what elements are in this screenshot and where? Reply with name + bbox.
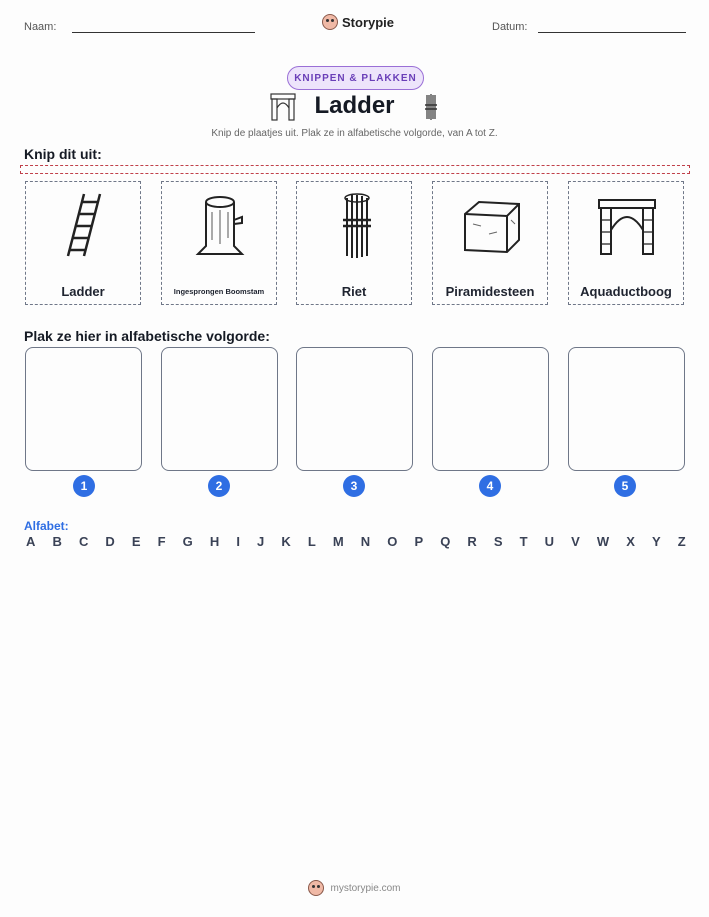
alphabet-letter: R — [467, 534, 477, 549]
alphabet-letter: X — [626, 534, 635, 549]
brand-name: Storypie — [342, 14, 395, 30]
footer — [0, 880, 709, 896]
paste-slot-1[interactable] — [25, 347, 142, 471]
alphabet-letter: V — [571, 534, 580, 549]
card-label: Ingesprongen Boomstam — [173, 287, 265, 296]
cut-card-stump[interactable] — [161, 181, 277, 305]
alphabet-letter: U — [544, 534, 555, 549]
paste-slot-5[interactable] — [568, 347, 685, 471]
name-label: Naam: — [24, 21, 57, 33]
paste-slot-3[interactable] — [296, 347, 413, 471]
alphabet-letter: A — [26, 534, 36, 549]
name-line[interactable] — [72, 32, 255, 33]
paste-slot-2[interactable] — [161, 347, 278, 471]
brand-logo — [322, 14, 394, 30]
alphabet-letter: T — [519, 534, 528, 549]
alphabet-letter: F — [157, 534, 166, 549]
alphabet-letter: N — [360, 534, 371, 549]
alphabet-letter: D — [105, 534, 115, 549]
slot-number: 2 — [208, 475, 230, 497]
activity-badge: KNIPPEN & PLAKKEN — [287, 66, 424, 90]
reed-bundle-icon — [418, 92, 444, 122]
alphabet-letter: M — [332, 534, 344, 549]
aqueduct-arch-icon — [597, 190, 657, 262]
card-label: Piramidesteen — [445, 284, 535, 299]
cut-card-ladder[interactable] — [25, 181, 141, 305]
alphabet-row — [26, 534, 686, 549]
ladder-icon — [54, 190, 114, 262]
alphabet-letter: C — [78, 534, 89, 549]
alphabet-letter: H — [209, 534, 220, 549]
stone-block-icon — [461, 190, 521, 262]
alphabet-letter: I — [236, 534, 240, 549]
mascot-icon — [308, 880, 324, 896]
date-label: Datum: — [492, 21, 528, 33]
instructions: Knip de plaatjes uit. Plak ze in alfabetische volgorde, van A tot Z. — [211, 128, 498, 139]
footer-url[interactable]: mystorypie.com — [330, 882, 401, 894]
alphabet-letter: K — [281, 534, 291, 549]
mascot-icon — [322, 14, 338, 30]
alphabet-letter: Z — [677, 534, 686, 549]
cut-heading: Knip dit uit: — [24, 146, 102, 162]
card-label: Aquaductboog — [580, 284, 672, 299]
alphabet-letter: O — [387, 534, 398, 549]
cut-line — [20, 165, 690, 174]
card-label: Riet — [341, 284, 367, 299]
reed-bundle-icon — [325, 190, 385, 262]
card-label: Ladder — [61, 284, 105, 299]
alphabet-letter: Y — [651, 534, 661, 549]
alphabet-letter: L — [307, 534, 316, 549]
cut-card-reed[interactable] — [296, 181, 412, 305]
alphabet-heading: Alfabet: — [24, 519, 69, 533]
paste-heading: Plak ze hier in alfabetische volgorde: — [24, 328, 270, 344]
alphabet-letter: G — [182, 534, 193, 549]
tree-stump-icon — [190, 190, 250, 262]
page-title: Ladder — [314, 92, 395, 119]
cut-card-stone[interactable] — [432, 181, 548, 305]
alphabet-letter: B — [52, 534, 62, 549]
slot-number: 5 — [614, 475, 636, 497]
alphabet-letter: E — [131, 534, 141, 549]
cut-card-aqueduct[interactable] — [568, 181, 684, 305]
alphabet-letter: S — [493, 534, 503, 549]
slot-number: 1 — [73, 475, 95, 497]
paste-slot-4[interactable] — [432, 347, 549, 471]
date-line[interactable] — [538, 32, 686, 33]
alphabet-letter: P — [414, 534, 424, 549]
slot-number: 4 — [479, 475, 501, 497]
slot-number: 3 — [343, 475, 365, 497]
alphabet-letter: Q — [440, 534, 451, 549]
alphabet-letter: J — [257, 534, 265, 549]
alphabet-letter: W — [596, 534, 610, 549]
